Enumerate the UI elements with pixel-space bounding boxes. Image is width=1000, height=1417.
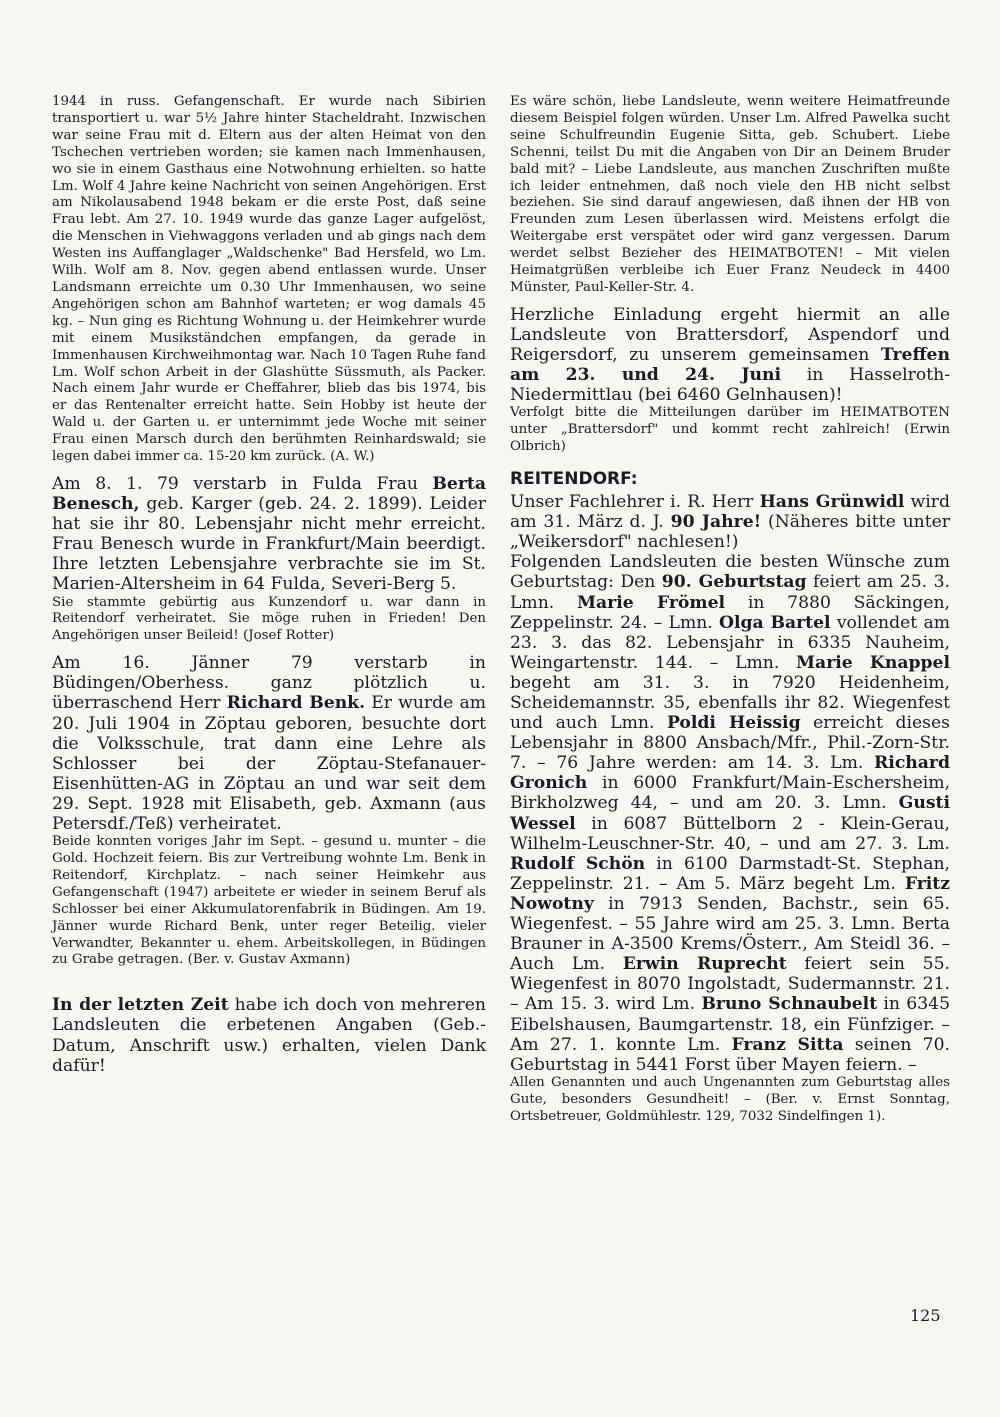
text-run: in 6087 Büttelborn 2 - Klein-Gerau, Wilhelm-Leuschner-Str. 40, – und am 27. 3. Lm. <box>510 813 950 854</box>
text-run: in 7880 Säckingen, Zeppelinstr. 24. – Lmn. <box>510 592 950 633</box>
benesch-obituary <box>52 474 486 595</box>
benesch-name: Berta Benesch, <box>52 473 486 515</box>
thanks-text: habe ich doch von mehreren Landsleuten die erbetenen Angaben (Geb.-Datum, Anschrift usw.) erhalten, vielen Dank dafür! <box>52 995 486 1076</box>
text-run: seinen 70. Geburtstag in 5441 Forst über Mayen feiern. – <box>510 1034 951 1075</box>
bold-name: Poldi Heissig <box>666 713 801 734</box>
text-run: in 6000 Frankfurt/Main-Eschersheim, Birkholzweg 44, – und am 20. 3. Lmn. <box>510 773 950 814</box>
benk-note: Beide konnten voriges Jahr im Sept. – gesund u. munter – die Gold. Hochzeit feiern. Bis zur Vertreibung wohnte Lm. Benk in Reitendorf, Kirchplatz. – nach seiner Heimkehr aus Gefangenschaft (1947) arbeitete er wieder in seinem Beruf als Schlosser bei einer Akkumulatorenfabrik in Büdingen. Am 19. Jänner wurde Richard Benk, unter reger Beteilig. vieler Verwandter, Bekannter u. ehem. Arbeitskollegen, in Büdingen zu Grabe getragen. (Ber. v. Gustav Axmann) <box>52 834 486 968</box>
thanks-paragraph <box>52 995 486 1075</box>
sonntag-closing: Allen Genannten und auch Ungenannten zum Geburtstag alles Gute, besonders Gesundheit! – (Ber. v. Ernst Sonntag, Ortsbetreuer, Goldmühlestr. 129, 7032 Sindelfingen 1). <box>510 1074 950 1124</box>
invitation-location: in Hasselroth-Niedermittlau (bei 6460 Gelnhausen)! <box>510 365 950 406</box>
bold-name: Erwin Ruprecht <box>622 954 787 975</box>
benesch-intro: Am 8. 1. 79 verstarb in Fulda Frau <box>52 473 433 494</box>
bold-name: Franz Sitta <box>731 1034 844 1055</box>
text-run: wird am 31. März d. J. <box>510 492 950 533</box>
bold-name: Gusti Wessel <box>510 793 950 834</box>
text-run: in 6345 Eibelshausen, Baumgartenstr. 18, ein Fünfziger. – Am 27. 1. konnte Lm. <box>510 994 951 1055</box>
text-run: (Näheres bitte unter „Weikersdorf" nachlesen!) <box>510 512 950 553</box>
page-number: 125 <box>910 1306 941 1325</box>
text-run: in 7913 Senden, Bachstr., sein 65. Wiegenfest. – 55 Jahre wird am 25. 3. Lmn. Berta Brauner in A-3500 Krems/Österr., Am Steidl 36. – Auch Lm. <box>510 893 950 975</box>
section-heading-reitendorf: REITENDORF: <box>510 469 638 490</box>
benk-intro: Am 16. Jänner 79 verstarb in Büdingen/Oberhess. ganz plötzlich u. überraschend Herr <box>52 653 486 714</box>
bold-name: Fritz Nowotny <box>510 873 950 914</box>
benk-name: Richard Benk. <box>226 693 366 714</box>
benk-obituary <box>52 653 486 834</box>
bold-name: 90. Geburtstag <box>661 572 807 593</box>
benesch-details: geb. Karger (geb. 24. 2. 1899). Leider hat sie ihr 80. Lebensjahr nicht mehr erreicht. Frau Benesch wurde in Frankfurt/Main beerdigt. Ihre letzten Lebensjahre verbrachte sie im St. Marien-Altersheim in 64 Fulda, Severi-Berg 5. <box>52 494 486 595</box>
gruenwidl-paragraph <box>510 492 950 552</box>
thanks-lead: In der letzten Zeit <box>52 995 229 1016</box>
neudeck-paragraph: Es wäre schön, liebe Landsleute, wenn weitere Heimatfreunde diesem Beispiel folgen würden. Unser Lm. Alfred Pawelka sucht seine Schulfreundin Eugenie Sitta, geb. Schubert. Liebe Schenni, teilst Du mit die Angaben von Dir an Deinem Bruder bald mit? – Liebe Landsleute, aus manchen Zuschriften mußte ich leider entnehmen, daß noch viele den HB nicht selbst beziehen. Sie sind darauf angewiesen, daß ihnen der HB von Freunden zum Lesen überlassen wird. Meistens erfolgt die Weitergabe erst verspätet oder wird ganz vergessen. Darum werdet selbst Bezieher des HEIMATBOTEN! – Mit vielen Heimatgrüßen verbleibe ich Euer Franz Neudeck in 4400 Münster, Paul-Keller-Str. 4. <box>510 94 950 295</box>
wolf-story-paragraph: 1944 in russ. Gefangenschaft. Er wurde nach Sibirien transportiert u. war 5½ Jahre hinter Stacheldraht. Inzwischen war seine Frau mit d. Eltern aus der alten Heimat von den Tschechen vertrieben worden; sie kamen nach Immenhausen, wo sie in einem Gasthaus eine Notwohnung erhielten. so hatte Lm. Wolf 4 Jahre keine Nachricht von seinen Angehörigen. Erst am Nikolausabend 1948 bekam er die erste Post, daß seine Frau lebt. Am 27. 10. 1949 wurde das ganze Lager aufgelöst, die Menschen in Viehwaggons verladen und ab gings nach dem Westen ins Auffanglager „Waldschenke" Bad Hersfeld, wo Lm. Wilh. Wolf am 8. Nov. gegen abend entlassen wurde. Unser Landsmann erreichte um 0.30 Uhr Immenhausen, wo seine Angehörigen schon am Bahnhof warteten; er wog damals 45 kg. – Nun ging es Richtung Wohnung u. der Heimkehrer wurde mit einem Musikständchen empfangen, da gerade in Immenhausen Kirchweihmontag war. Nach 10 Tagen Ruhe fand Lm. Wolf schon Arbeit in der Glashütte Süssmuth, als Packer. Nach einem Jahr wurde er Cheffahrer, blieb das bis 1974, bis er das Rentenalter erreicht hatte. Sein Hobby ist heute der Wald u. der Garten u. er unternimmt jede Woche mit seiner Frau einen Marsch durch den berühmten Reinhardswald; sie legen dabei immer ca. 15-20 km zurück. (A. W.) <box>52 94 486 465</box>
right-column <box>510 94 950 1126</box>
text-run: erreicht dieses Lebensjahr in 8800 Ansbach/Mfr., Phil.-Zorn-Str. 7. – 76 Jahre werden: am 14. 3. Lm. <box>510 713 950 774</box>
bold-name: Marie Knappel <box>796 652 950 673</box>
bold-name: Richard Gronich <box>510 753 950 794</box>
bold-name: Olga Bartel <box>719 612 831 633</box>
invitation-note: Verfolgt bitte die Mitteilungen darüber im HEIMATBOTEN unter „Brattersdorf" und kommt recht zahlreich! (Erwin Olbrich) <box>510 405 950 455</box>
text-run: feiert sein 55. Wiegenfest in 8070 Ingolstadt, Sudermannstr. 21. – Am 15. 3. wird Lm. <box>510 954 951 1015</box>
bold-name: Marie Frömel <box>577 592 726 613</box>
gruenwidl-age: 90 Jahre! <box>670 512 762 533</box>
text-run: begeht am 31. 3. in 7920 Heidenheim, Scheidemannstr. 35, ebenfalls ihr 82. Wiegenfest und auch Lmn. <box>510 672 950 734</box>
text-run: Unser Fachlehrer i. R. Herr <box>510 492 760 513</box>
gruenwidl-name: Hans Grünwidl <box>759 492 905 513</box>
left-column <box>52 94 486 1076</box>
bold-name: Rudolf Schön <box>510 853 646 874</box>
text-run: feiert am 25. 3. Lmn. <box>510 572 950 613</box>
bold-name: Bruno Schnaubelt <box>701 994 878 1015</box>
text-run: in 6100 Darmstadt-St. Stephan, Zeppelinstr. 21. – Am 5. März begeht Lm. <box>510 853 950 894</box>
text-run: Folgenden Landsleuten die besten Wünsche zum Geburtstag: Den <box>510 552 950 593</box>
benesch-note: Sie stammte gebürtig aus Kunzendorf u. war dann in Reitendorf verheiratet. Sie möge ruhen in Frieden! Den Angehörigen unser Beileid! (Josef Rotter) <box>52 594 486 644</box>
invitation-intro: Herzliche Einladung ergeht hiermit an alle Landsleute von Brattersdorf, Aspendorf und Reigersdorf, zu unserem gemeinsamen <box>510 304 950 366</box>
benk-details: Er wurde am 20. Juli 1904 in Zöptau geboren, besuchte dort die Volksschule, trat dann eine Lehre als Schlosser bei der Zöptau-Stefanauer-Eisenhütten-AG in Zöptau an und war seit dem 29. Sept. 1928 mit Elisabeth, geb. Axmann (aus Petersdf./Teß) verheiratet. <box>52 693 487 834</box>
invitation-date: Treffen am 23. und 24. Juni <box>510 345 950 386</box>
birthday-list-paragraph <box>510 552 950 1074</box>
invitation-paragraph <box>510 305 950 405</box>
text-run: vollendet am 23. 3. das 82. Lebensjahr in 6335 Nauheim, Weingartenstr. 144. – Lmn. <box>510 612 950 673</box>
